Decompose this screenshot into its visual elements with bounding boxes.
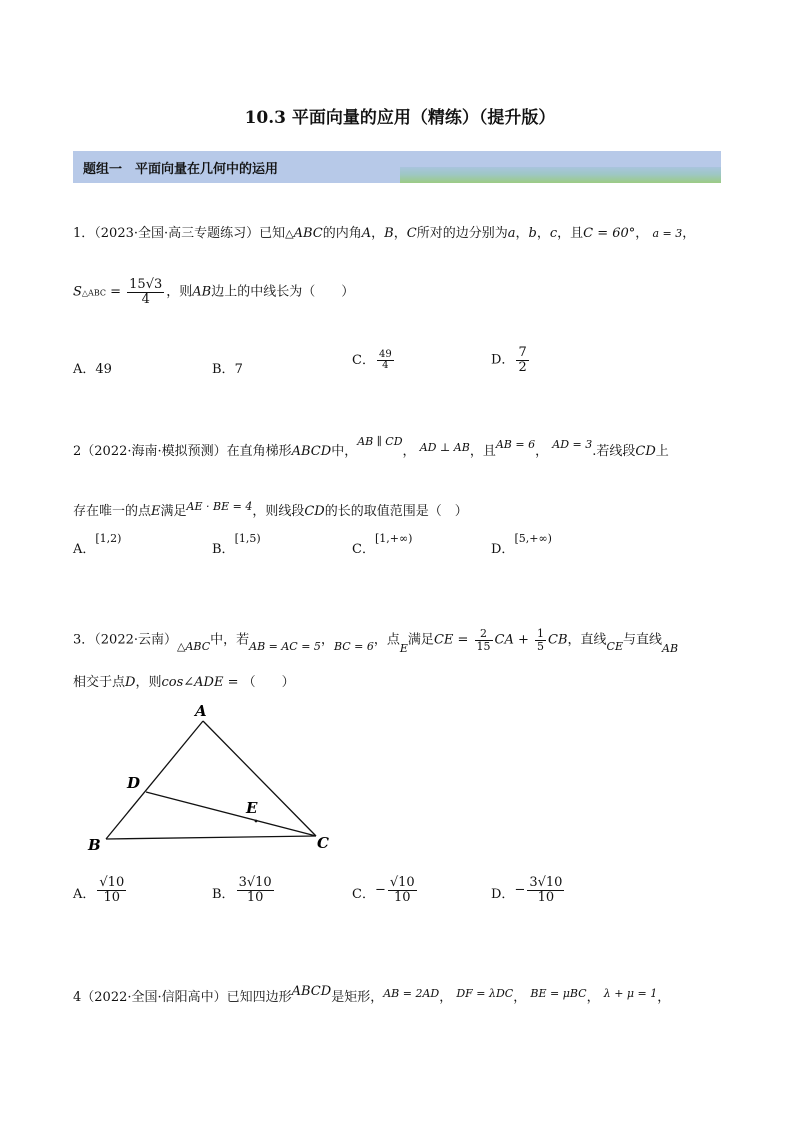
q1-text: 所对的边分别为 xyxy=(416,226,508,241)
q3-line1 xyxy=(73,627,679,655)
q1-line1 xyxy=(73,222,695,241)
denominator: 10 xyxy=(103,889,121,905)
q3-frac2 xyxy=(535,628,546,652)
option-fraction xyxy=(527,876,564,904)
q3-frac1 xyxy=(475,628,493,652)
minus-sign: − xyxy=(374,882,386,898)
q3-text: 满足 xyxy=(407,632,434,648)
q3-line2 xyxy=(73,671,295,690)
q1-text: ，且 xyxy=(557,226,584,241)
q2-abcd: ABCD xyxy=(291,444,332,459)
q3-option-c[interactable] xyxy=(352,876,419,904)
q4-cond-ab: AB = 2AD xyxy=(383,987,440,1000)
option-label: C． xyxy=(352,887,375,903)
q1-option-b[interactable] xyxy=(212,358,243,377)
q1-sep: ， xyxy=(515,226,529,241)
q3-ce: CE = xyxy=(433,632,473,648)
q1-text: 1．（2023·全国·高三专题练习）已知 xyxy=(73,226,286,241)
side-ab xyxy=(106,721,203,839)
equals: = xyxy=(105,284,126,300)
option-value: [1,5) xyxy=(234,532,261,545)
option-fraction xyxy=(516,346,528,374)
area-symbol: S xyxy=(73,284,82,300)
q1-ab: AB xyxy=(192,284,212,300)
q2-sep: ， xyxy=(402,444,416,459)
q3-option-d[interactable] xyxy=(491,876,566,904)
q2-text: ，且 xyxy=(469,444,496,459)
option-label: B． xyxy=(212,887,235,903)
label-d: D xyxy=(127,774,141,792)
q3-text: 中，若 xyxy=(210,632,250,648)
denominator: 2 xyxy=(518,359,527,375)
q1-cond-c: C = 60° xyxy=(583,226,636,241)
q3-ab-line: AB xyxy=(662,641,679,655)
q2-sep: ， xyxy=(535,444,549,459)
q1-var: c xyxy=(549,226,558,241)
option-fraction xyxy=(377,350,394,372)
q1-sep: ， xyxy=(536,226,550,241)
q2-option-b[interactable] xyxy=(212,532,261,557)
label-b: B xyxy=(88,836,101,854)
q2-text: ，则线段 xyxy=(252,504,305,519)
q3-sep: ， xyxy=(320,632,334,648)
q3-text: ，则 xyxy=(135,675,162,690)
q2-option-d[interactable] xyxy=(491,532,552,557)
q3-text: （ ） xyxy=(242,675,295,690)
option-value: 49 xyxy=(95,362,112,377)
q1-sep: ， xyxy=(393,226,407,241)
denominator: 10 xyxy=(394,889,411,905)
q2-cond-ad: AD = 3 xyxy=(552,438,593,451)
option-label: C． xyxy=(352,542,375,557)
q4-sep: ， xyxy=(513,990,527,1005)
q3-cb: CB xyxy=(548,632,568,648)
triangle-figure xyxy=(80,698,340,858)
denominator: 10 xyxy=(537,889,555,905)
q3-cond-bc: BC = 6 xyxy=(333,639,374,653)
numerator: 49 xyxy=(378,348,392,360)
option-label: D． xyxy=(491,887,515,903)
side-ac xyxy=(203,721,316,836)
section-banner xyxy=(73,151,721,183)
q1-line2 xyxy=(73,278,354,306)
q3-cos: cos∠ADE = xyxy=(161,675,243,690)
banner-gradient-strip xyxy=(400,167,721,183)
q1-var: A xyxy=(361,226,372,241)
section-label: 题组一 平面向量在几何中的运用 xyxy=(83,162,279,177)
segment-dc xyxy=(146,792,316,836)
q4-text: 是矩形， xyxy=(331,990,384,1005)
q2-text: 存在唯一的点 xyxy=(73,504,152,519)
q2-line1 xyxy=(73,435,669,459)
q1-sep: ， xyxy=(371,226,385,241)
q1-option-a[interactable] xyxy=(73,358,112,377)
q1-var: a xyxy=(507,226,516,241)
q1-abc: ABC xyxy=(293,226,323,241)
q2-cond-ab: AB = 6 xyxy=(495,438,536,451)
area-fraction xyxy=(127,278,164,306)
q3-text: ，点 xyxy=(373,632,400,648)
option-fraction xyxy=(237,876,274,904)
area-subscript: △ABC xyxy=(81,288,106,298)
option-label: D． xyxy=(491,352,515,368)
q3-option-b[interactable] xyxy=(212,876,276,904)
option-label: B． xyxy=(212,542,235,557)
label-e: E xyxy=(246,799,258,817)
option-fraction xyxy=(388,876,417,904)
q3-option-a[interactable] xyxy=(73,876,128,904)
q2-dot-product: AE · BE = 4 xyxy=(186,500,253,513)
option-label: A． xyxy=(73,887,96,903)
q3-ce-line: CE xyxy=(606,639,623,653)
q2-text: 的长的取值范围是（ ） xyxy=(324,504,468,519)
q4-sep: ， xyxy=(586,990,600,1005)
option-label: B． xyxy=(212,362,235,377)
side-bc xyxy=(106,836,316,839)
numerator: √10 xyxy=(389,875,415,890)
numerator: 3√10 xyxy=(529,875,563,890)
q2-text: 2（2022·海南·模拟预测）在直角梯形 xyxy=(73,444,292,459)
option-value: [1,+∞) xyxy=(374,532,413,545)
q4-sep: ， xyxy=(657,990,671,1005)
option-label: D． xyxy=(491,542,515,557)
q1-text: 的内角 xyxy=(322,226,362,241)
denominator: 4 xyxy=(382,360,389,371)
q2-text: 中， xyxy=(331,444,358,459)
q4-line1 xyxy=(73,986,670,1005)
denominator: 5 xyxy=(537,639,545,653)
numerator: 1 xyxy=(537,627,545,640)
q3-d: D xyxy=(125,675,136,690)
page-title: 10.3 平面向量的应用（精练）（提升版） xyxy=(244,108,556,128)
q1-option-c[interactable] xyxy=(352,349,396,372)
q4-cond-be: BE = μBC xyxy=(530,987,587,1000)
option-fraction xyxy=(97,876,126,904)
q3-cond-sides: AB = AC = 5 xyxy=(249,639,321,653)
numerator: √10 xyxy=(99,875,125,890)
q2-line2 xyxy=(73,500,468,519)
point-e xyxy=(255,820,258,823)
q2-cond-parallel: AB ∥ CD xyxy=(357,435,403,448)
minus-sign: − xyxy=(514,882,526,898)
q3-text: 3．（2022·云南） xyxy=(73,632,177,648)
q1-var: C xyxy=(406,226,417,241)
denominator: 15 xyxy=(476,639,491,653)
q1-text: 边上的中线长为（ ） xyxy=(211,284,355,300)
area-numerator: 15√3 xyxy=(129,277,163,292)
q2-text: 满足 xyxy=(160,504,187,519)
numerator: 2 xyxy=(475,628,493,641)
q3-e: E xyxy=(399,641,408,655)
q4-abcd: ABCD xyxy=(291,984,332,999)
numerator: 7 xyxy=(518,345,527,360)
option-label: A． xyxy=(73,362,96,377)
area-denominator: 4 xyxy=(141,291,150,307)
q1-option-d[interactable] xyxy=(491,346,531,374)
q3-text: 与直线 xyxy=(623,632,663,648)
q1-sep: ， xyxy=(682,226,696,241)
q2-option-c[interactable] xyxy=(352,532,413,557)
q4-cond-sum: λ + μ = 1 xyxy=(603,987,658,1000)
triangle-symbol: △ xyxy=(285,227,294,240)
q1-cond-a: a = 3 xyxy=(652,227,683,240)
q1-var: B xyxy=(384,226,394,241)
label-c: C xyxy=(317,834,329,852)
q1-sep: ， xyxy=(635,226,649,241)
q1-var: b xyxy=(528,226,537,241)
q4-cond-df: DF = λDC xyxy=(456,987,514,1000)
q2-option-a[interactable] xyxy=(73,532,122,557)
numerator: 3√10 xyxy=(238,875,272,890)
option-value: [5,+∞) xyxy=(514,532,552,545)
q3-triangle: △ABC xyxy=(177,639,211,653)
q2-e: E xyxy=(151,504,161,519)
q1-text: ，则 xyxy=(166,284,193,300)
denominator: 10 xyxy=(246,889,264,905)
option-label: C． xyxy=(352,353,375,368)
q4-text: 4（2022·全国·信阳高中）已知四边形 xyxy=(73,990,292,1005)
q3-ca: CA + xyxy=(494,632,534,648)
label-a: A xyxy=(195,702,207,720)
q2-text: 上 xyxy=(655,444,669,459)
option-value: 7 xyxy=(234,362,243,377)
q2-text: .若线段 xyxy=(592,444,636,459)
q4-sep: ， xyxy=(439,990,453,1005)
q2-cd: CD xyxy=(635,444,656,459)
q2-cond-perp: AD ⊥ AB xyxy=(419,441,470,454)
option-value: [1,2) xyxy=(95,532,122,545)
option-label: A． xyxy=(73,542,96,557)
q2-cd: CD xyxy=(304,504,325,519)
q3-text: ，直线 xyxy=(567,632,607,648)
q3-text: 相交于点 xyxy=(73,675,126,690)
